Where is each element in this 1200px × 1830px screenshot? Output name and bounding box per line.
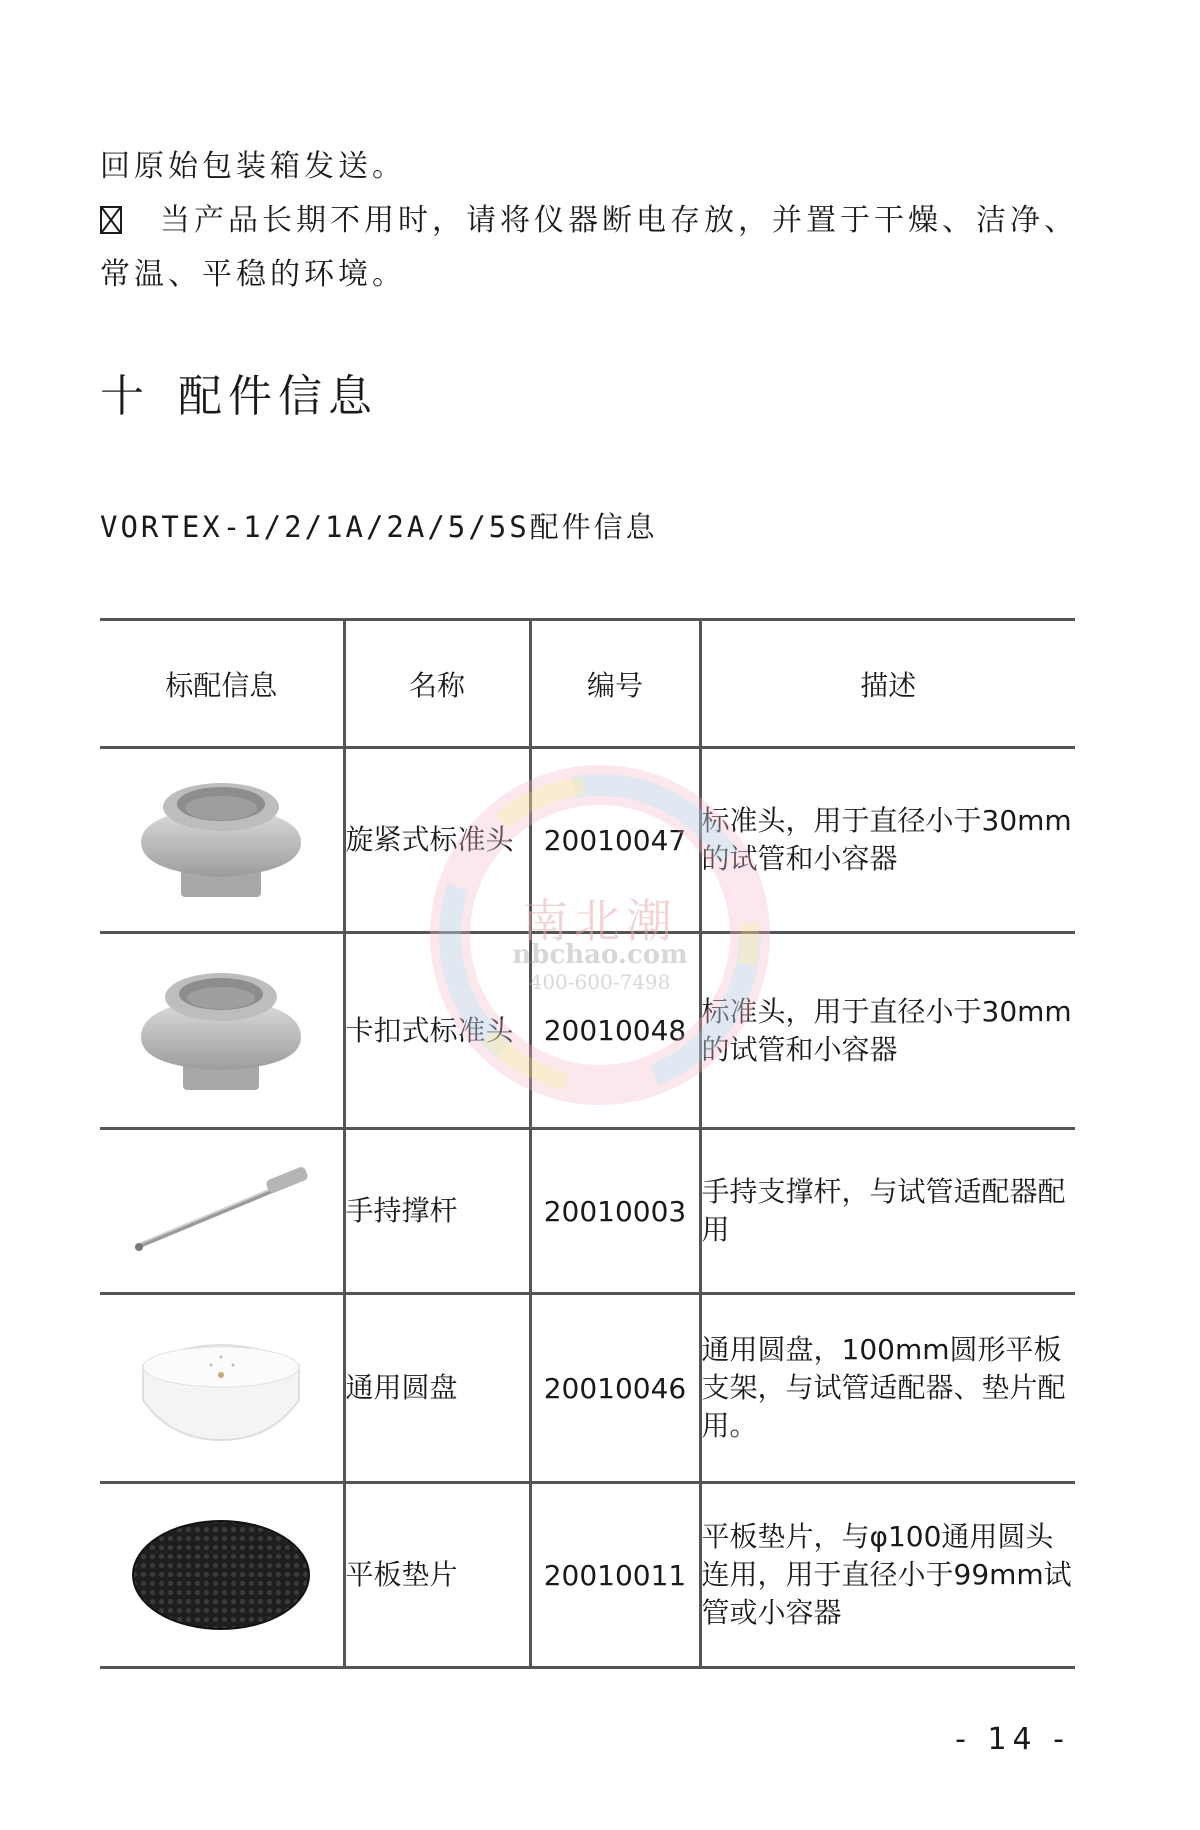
name-cell: 手持撑杆 bbox=[344, 1129, 530, 1294]
code-cell: 20010046 bbox=[530, 1294, 700, 1483]
desc-cell: 平板垫片，与φ100通用圆头连用，用于直径小于99mm试管或小容器 bbox=[700, 1483, 1075, 1668]
watermark-phone: 400-600-7498 bbox=[529, 970, 671, 994]
universal-disc-image bbox=[100, 1294, 344, 1483]
name-cell: 卡扣式标准头 bbox=[344, 933, 530, 1129]
code-cell: 20010003 bbox=[530, 1129, 700, 1294]
name-cell: 旋紧式标准头 bbox=[344, 748, 530, 933]
header-cell: 标配信息 bbox=[100, 620, 344, 748]
section-title bbox=[100, 360, 378, 424]
code-cell: 20010011 bbox=[530, 1483, 700, 1668]
table-row bbox=[100, 1129, 1075, 1294]
desc-cell: 通用圆盘，100mm圆形平板支架，与试管适配器、垫片配用。 bbox=[700, 1294, 1075, 1483]
header-cell: 编号 bbox=[530, 620, 700, 748]
paragraph-line-2 bbox=[100, 194, 1080, 302]
flat-pad-image bbox=[100, 1483, 344, 1668]
paragraph-line-1 bbox=[100, 140, 1080, 194]
snap-standard-head-image bbox=[100, 933, 344, 1129]
handheld-rod-image bbox=[100, 1129, 344, 1294]
section-number: 十 bbox=[100, 371, 150, 422]
paragraph-text: 回原始包装箱发送。 bbox=[100, 149, 406, 184]
screw-cap-standard-head-image bbox=[100, 748, 344, 933]
paragraph-text: 当产品长期不用时，请将仪器断电存放，并置于干燥、洁净、常温、平稳的环境。 bbox=[100, 203, 1078, 292]
accessory-table bbox=[100, 618, 1075, 1669]
desc-cell: 标准头，用于直径小于30mm的试管和小容器 bbox=[700, 748, 1075, 933]
watermark-cn: 南北潮 bbox=[522, 894, 678, 948]
name-cell: 平板垫片 bbox=[344, 1483, 530, 1668]
table-header-row bbox=[100, 620, 1075, 748]
watermark-domain: nbchao.com bbox=[512, 940, 688, 970]
desc-cell: 手持支撑杆，与试管适配器配用 bbox=[700, 1129, 1075, 1294]
table-row bbox=[100, 933, 1075, 1129]
header-cell: 描述 bbox=[700, 620, 1075, 748]
checkbox-icon bbox=[100, 206, 122, 234]
table-row bbox=[100, 748, 1075, 933]
page-number: - 14 - bbox=[955, 1722, 1070, 1757]
code-cell: 20010048 bbox=[530, 933, 700, 1129]
section-title-text: 配件信息 bbox=[178, 371, 378, 422]
header-cell: 名称 bbox=[344, 620, 530, 748]
table-row bbox=[100, 1483, 1075, 1668]
desc-cell: 标准头，用于直径小于30mm的试管和小容器 bbox=[700, 933, 1075, 1129]
table-row bbox=[100, 1294, 1075, 1483]
table-subtitle: VORTEX-1/2/1A/2A/5/5S配件信息 bbox=[100, 510, 658, 544]
name-cell: 通用圆盘 bbox=[344, 1294, 530, 1483]
code-cell: 20010047 bbox=[530, 748, 700, 933]
